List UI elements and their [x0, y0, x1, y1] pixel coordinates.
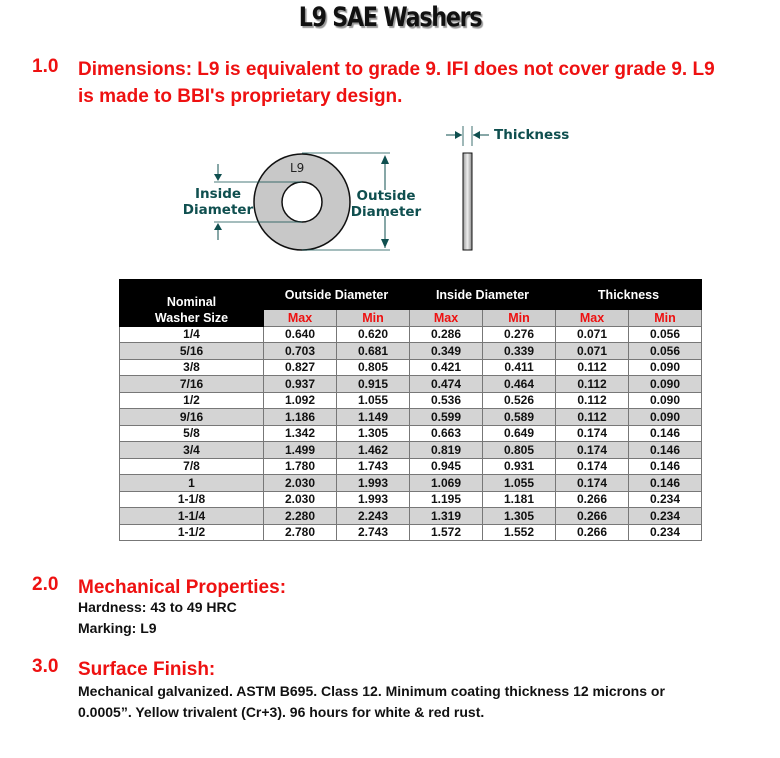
nominal-size-cell: 3/4 — [120, 442, 264, 459]
group-header-thickness: Thickness — [556, 280, 702, 310]
marking-line: Marking: L9 — [78, 620, 157, 636]
table-body — [120, 326, 702, 541]
nominal-size-cell: 1-1/4 — [120, 508, 264, 525]
dimension-cell: 0.937 — [264, 376, 337, 393]
dimension-cell: 1.743 — [337, 458, 410, 475]
dimension-cell: 1.993 — [337, 475, 410, 492]
table-row — [120, 359, 702, 376]
dimension-cell: 0.640 — [264, 326, 337, 343]
dimension-cell: 0.234 — [629, 508, 702, 525]
dimension-cell: 0.649 — [483, 425, 556, 442]
nominal-header-line-2: Washer Size — [154, 310, 229, 325]
hardness-line: Hardness: 43 to 49 HRC — [78, 599, 237, 615]
nominal-size-cell: 7/16 — [120, 376, 264, 393]
dimension-cell: 0.090 — [629, 376, 702, 393]
inside-label-line-1: Inside — [194, 186, 242, 202]
thickness-label: Thickness — [494, 127, 570, 143]
mechanical-properties-text — [78, 597, 237, 639]
dimension-cell: 0.090 — [629, 392, 702, 409]
sub-header-max: Max — [410, 310, 483, 327]
outside-diameter-label — [350, 188, 422, 220]
washer-side-view — [463, 153, 472, 250]
dimension-cell: 1.149 — [337, 409, 410, 426]
dimension-cell: 0.056 — [629, 326, 702, 343]
dimension-cell: 0.464 — [483, 376, 556, 393]
dimension-cell: 0.703 — [264, 343, 337, 360]
dimension-cell: 0.945 — [410, 458, 483, 475]
dimension-cell: 0.526 — [483, 392, 556, 409]
section-heading-text: Surface Finish: — [78, 659, 216, 680]
nominal-header-line-1: Nominal — [166, 294, 217, 309]
dimension-cell: 0.146 — [629, 475, 702, 492]
table-row — [120, 524, 702, 541]
dimension-cell: 0.266 — [556, 524, 629, 541]
section-heading-text: Dimensions: L9 is equivalent to grade 9. IFI does not cover grade 9. L9 is made to BBI's proprietary design. — [78, 59, 715, 107]
dimension-cell: 1.499 — [264, 442, 337, 459]
table-row — [120, 491, 702, 508]
dimension-cell: 0.536 — [410, 392, 483, 409]
sub-header-min: Min — [629, 310, 702, 327]
dimension-cell: 0.112 — [556, 376, 629, 393]
dimension-cell: 0.174 — [556, 442, 629, 459]
dimension-cell: 0.146 — [629, 425, 702, 442]
table-row — [120, 458, 702, 475]
nominal-size-cell: 1/4 — [120, 326, 264, 343]
dimension-cell: 0.174 — [556, 425, 629, 442]
dimension-cell: 1.305 — [483, 508, 556, 525]
dimension-cell: 0.071 — [556, 326, 629, 343]
dimension-cell: 0.411 — [483, 359, 556, 376]
dimension-cell: 1.186 — [264, 409, 337, 426]
dimension-cell: 0.349 — [410, 343, 483, 360]
dimension-cell: 0.174 — [556, 458, 629, 475]
nominal-size-cell: 1/2 — [120, 392, 264, 409]
surface-finish-text — [78, 681, 665, 723]
dimension-cell: 1.181 — [483, 491, 556, 508]
dimension-cell: 0.112 — [556, 359, 629, 376]
dimension-cell: 0.090 — [629, 409, 702, 426]
dimension-cell: 0.599 — [410, 409, 483, 426]
arrow-left-icon — [473, 131, 480, 139]
dimension-cell: 0.146 — [629, 458, 702, 475]
table-row — [120, 376, 702, 393]
dimension-cell: 0.589 — [483, 409, 556, 426]
dimension-cell: 0.286 — [410, 326, 483, 343]
dimension-cell: 0.819 — [410, 442, 483, 459]
surface-finish-line-1: Mechanical galvanized. ASTM B695. Class 12. Minimum coating thickness 12 microns or — [78, 683, 665, 699]
dimension-cell: 1.055 — [337, 392, 410, 409]
arrow-up-icon — [381, 155, 389, 164]
dimension-cell: 2.030 — [264, 491, 337, 508]
page-title: L9 SAE Washers — [298, 2, 482, 33]
dimension-cell: 1.552 — [483, 524, 556, 541]
nominal-size-cell: 5/8 — [120, 425, 264, 442]
section-number: 1.0 — [32, 56, 59, 77]
dimension-cell: 0.112 — [556, 392, 629, 409]
section-number: 3.0 — [32, 656, 59, 677]
dimension-cell: 1.342 — [264, 425, 337, 442]
dimension-cell: 0.827 — [264, 359, 337, 376]
nominal-size-cell: 9/16 — [120, 409, 264, 426]
dimension-cell: 0.146 — [629, 442, 702, 459]
outside-label-line-1: Outside — [356, 188, 416, 204]
washer-marking: L9 — [290, 161, 305, 175]
inside-diameter-label — [182, 186, 254, 218]
dimension-cell: 0.620 — [337, 326, 410, 343]
dimension-cell: 2.030 — [264, 475, 337, 492]
dimension-cell: 0.474 — [410, 376, 483, 393]
dimension-cell: 0.663 — [410, 425, 483, 442]
dimension-cell: 1.195 — [410, 491, 483, 508]
arrow-down-icon — [214, 174, 222, 181]
dimension-cell: 1.572 — [410, 524, 483, 541]
sub-header-max: Max — [264, 310, 337, 327]
dimension-cell: 0.071 — [556, 343, 629, 360]
table-row — [120, 508, 702, 525]
section-number: 2.0 — [32, 574, 59, 595]
section-heading-text: Mechanical Properties: — [78, 577, 287, 598]
nominal-size-cell: 1-1/2 — [120, 524, 264, 541]
dimension-cell: 0.266 — [556, 491, 629, 508]
sub-header-min: Min — [337, 310, 410, 327]
table-row — [120, 475, 702, 492]
outside-label-line-2: Diameter — [350, 204, 422, 220]
dimension-cell: 1.780 — [264, 458, 337, 475]
dimension-cell: 0.234 — [629, 491, 702, 508]
dimension-cell: 0.339 — [483, 343, 556, 360]
table-row — [120, 326, 702, 343]
group-header-inside-diameter: Inside Diameter — [410, 280, 556, 310]
dimension-cell: 1.993 — [337, 491, 410, 508]
washer-diagram — [180, 120, 570, 260]
dimension-cell: 0.931 — [483, 458, 556, 475]
dimension-cell: 0.681 — [337, 343, 410, 360]
dimension-cell: 0.276 — [483, 326, 556, 343]
arrow-right-icon — [455, 131, 462, 139]
dimension-cell: 2.743 — [337, 524, 410, 541]
nominal-size-header — [120, 280, 264, 327]
nominal-size-cell: 3/8 — [120, 359, 264, 376]
inside-label-line-2: Diameter — [182, 202, 254, 218]
group-header-outside-diameter: Outside Diameter — [264, 280, 410, 310]
dimension-cell: 2.243 — [337, 508, 410, 525]
dimension-cell: 0.805 — [483, 442, 556, 459]
dimension-cell: 0.090 — [629, 359, 702, 376]
arrow-down-icon — [381, 239, 389, 248]
nominal-size-cell: 1 — [120, 475, 264, 492]
dimension-cell: 0.805 — [337, 359, 410, 376]
nominal-size-cell: 7/8 — [120, 458, 264, 475]
washer-hole — [282, 182, 322, 222]
sub-header-min: Min — [483, 310, 556, 327]
dimension-cell: 1.319 — [410, 508, 483, 525]
dimension-cell: 2.780 — [264, 524, 337, 541]
sub-header-max: Max — [556, 310, 629, 327]
dimensions-table — [119, 279, 702, 541]
dimension-cell: 1.092 — [264, 392, 337, 409]
dimension-cell: 0.174 — [556, 475, 629, 492]
table-row — [120, 409, 702, 426]
dimension-cell: 0.421 — [410, 359, 483, 376]
dimension-cell: 0.915 — [337, 376, 410, 393]
surface-finish-line-2: 0.0005”. Yellow trivalent (Cr+3). 96 hours for white & red rust. — [78, 704, 485, 720]
dimension-cell: 0.056 — [629, 343, 702, 360]
dimension-cell: 2.280 — [264, 508, 337, 525]
table-row — [120, 425, 702, 442]
dimension-cell: 1.462 — [337, 442, 410, 459]
dimension-cell: 0.234 — [629, 524, 702, 541]
arrow-up-icon — [214, 223, 222, 230]
dimension-cell: 1.069 — [410, 475, 483, 492]
dimension-cell: 1.055 — [483, 475, 556, 492]
dimension-cell: 0.112 — [556, 409, 629, 426]
table-row — [120, 392, 702, 409]
table-row — [120, 343, 702, 360]
dimension-cell: 1.305 — [337, 425, 410, 442]
table-row — [120, 442, 702, 459]
dimension-cell: 0.266 — [556, 508, 629, 525]
nominal-size-cell: 5/16 — [120, 343, 264, 360]
nominal-size-cell: 1-1/8 — [120, 491, 264, 508]
